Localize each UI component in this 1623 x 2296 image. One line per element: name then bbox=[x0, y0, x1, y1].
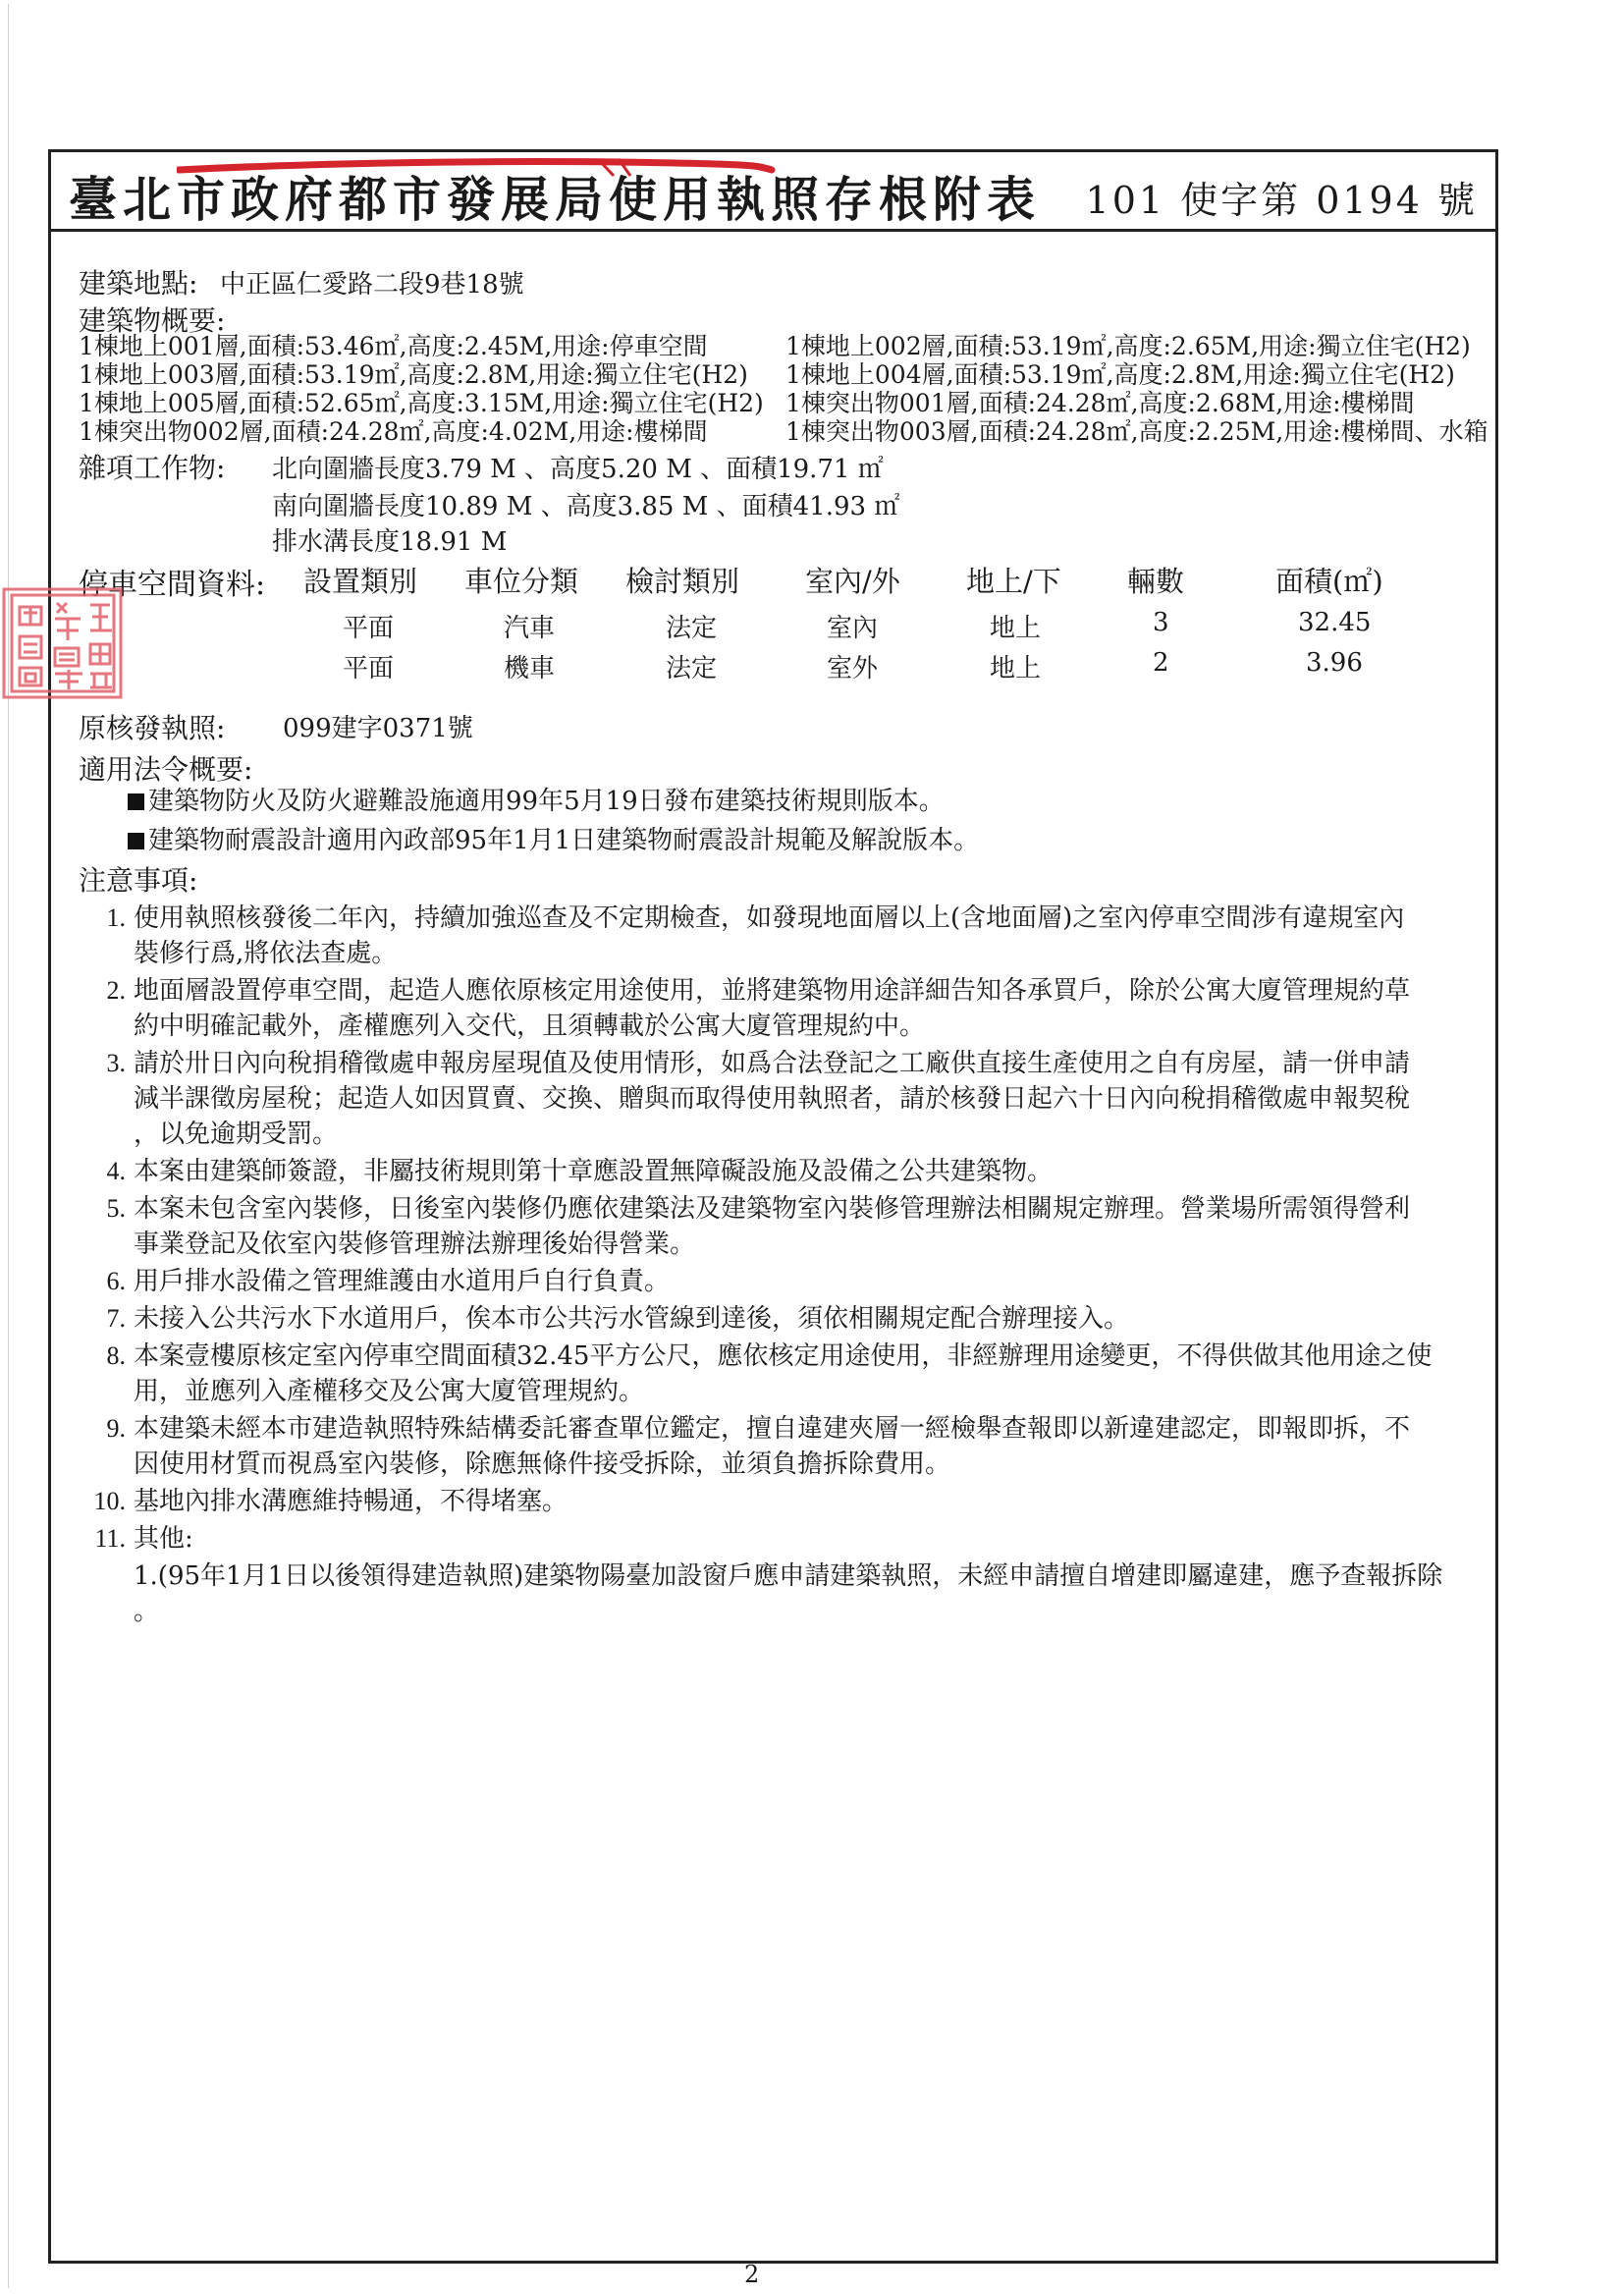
parking-cell: 地上 bbox=[990, 654, 1042, 683]
parking-header-cell: 車位分類 bbox=[464, 565, 579, 598]
note-text: 本案未包含室內裝修，日後室內裝修仍應依建築法及建築物室內裝修管理辦法相關規定辦理。營業場所需領得營利 事業登記及依室內裝修管理辦法辦理後始得營業。 bbox=[134, 1194, 1411, 1259]
note-item bbox=[79, 1154, 1492, 1189]
note-number: 4. bbox=[106, 1157, 126, 1185]
note-sub-item: 1.(95年1月1日以後領得建造執照)建築物陽臺加設窗戶應申請建築執照，未經申請擅自增建即屬違建，應予查報拆除 。 bbox=[134, 1561, 1443, 1626]
note-item bbox=[79, 1264, 1492, 1299]
regulations-label: 適用法令概要: bbox=[79, 753, 253, 786]
parking-cell: 法定 bbox=[666, 654, 718, 683]
parking-cell: 3.96 bbox=[1306, 648, 1363, 678]
note-text: 地面層設置停車空間，起造人應依原核定用途使用，並將建築物用途詳細告知各承買戶，除於公寓大廈管理規約草 約中明確記載外，產權應列入交代，且須轉載於公寓大廈管理規約中。 bbox=[134, 976, 1411, 1041]
misc-works-line: 北向圍牆長度3.79 M 、高度5.20 M 、面積19.71 ㎡ bbox=[272, 455, 884, 484]
overview-cell: 1棟地上003層,面積:53.19㎡,高度:2.8M,用途:獨立住宅(H2) bbox=[79, 360, 748, 389]
overview-cell: 1棟突出物001層,面積:24.28㎡,高度:2.68M,用途:樓梯間 bbox=[785, 389, 1415, 417]
original-permit-value: 099建字0371號 bbox=[283, 714, 473, 743]
parking-header-cell: 設置類別 bbox=[303, 565, 418, 598]
parking-cell: 機車 bbox=[504, 654, 556, 683]
parking-cell: 汽車 bbox=[504, 614, 556, 643]
note-number: 8. bbox=[106, 1341, 126, 1370]
parking-cell: 室內 bbox=[827, 614, 879, 643]
location-label: 建築地點: bbox=[79, 267, 198, 300]
note-text: 用戶排水設備之管理維護由水道用戶自行負責。 bbox=[134, 1267, 671, 1296]
overview-cell: 1棟突出物002層,面積:24.28㎡,高度:4.02M,用途:樓梯間 bbox=[79, 417, 708, 446]
note-item bbox=[79, 1191, 1492, 1262]
parking-cell: 平面 bbox=[343, 654, 395, 683]
parking-label: 停車空間資料: bbox=[79, 568, 266, 602]
note-number: 11. bbox=[94, 1524, 126, 1553]
note-item bbox=[79, 901, 1492, 971]
location-value: 中正區仁愛路二段9巷18號 bbox=[220, 270, 524, 300]
overview-cell: 1棟地上004層,面積:53.19㎡,高度:2.8M,用途:獨立住宅(H2) bbox=[785, 360, 1455, 389]
parking-cell: 32.45 bbox=[1298, 608, 1372, 637]
overview-cell: 1棟地上002層,面積:53.19㎡,高度:2.65M,用途:獨立住宅(H2) bbox=[785, 332, 1471, 360]
note-number: 2. bbox=[106, 976, 126, 1005]
note-text: 未接入公共污水下水道用戶，俟本市公共污水管線到達後，須依相關規定配合辦理接入。 bbox=[134, 1304, 1130, 1334]
note-number: 6. bbox=[106, 1267, 126, 1295]
note-number: 3. bbox=[106, 1049, 126, 1077]
note-item bbox=[79, 1521, 1492, 1557]
parking-header-cell: 輛數 bbox=[1127, 565, 1185, 598]
square-bullet-icon bbox=[128, 793, 144, 810]
regulation-text: 建築物防火及防火避難設施適用99年5月19日發布建築技術規則版本。 bbox=[148, 787, 945, 816]
note-number: 1. bbox=[106, 903, 126, 932]
note-item bbox=[79, 973, 1492, 1044]
regulation-item bbox=[128, 781, 945, 817]
note-text: 請於卅日內向稅捐稽徵處申報房屋現值及使用情形，如爲合法登記之工廠供直接生產使用之自有房屋，請一併申請 減半課徵房屋稅；起造人如因買賣、交換、贈與而取得使用執照者，請於核發日起六十日內向稅捐稽徵處申報契稅 ，以免逾期受罰。 bbox=[134, 1049, 1411, 1149]
parking-cell: 3 bbox=[1153, 608, 1169, 637]
overview-cell: 1棟地上005層,面積:52.65㎡,高度:3.15M,用途:獨立住宅(H2) bbox=[79, 389, 764, 417]
notes-label: 注意事項: bbox=[79, 864, 198, 897]
parking-cell: 法定 bbox=[666, 614, 718, 643]
overview-label: 建築物概要: bbox=[79, 304, 226, 337]
note-text: 使用執照核發後二年內，持續加強巡查及不定期檢查，如發現地面層以上(含地面層)之室內停車空間涉有違規室內 裝修行爲,將依法查處。 bbox=[134, 903, 1405, 968]
title-bar bbox=[51, 152, 1495, 232]
page-number: 2 bbox=[744, 2261, 760, 2288]
document-frame bbox=[48, 149, 1498, 2264]
parking-header-cell: 室內/外 bbox=[805, 565, 900, 598]
regulation-text: 建築物耐震設計適用內政部95年1月1日建築物耐震設計規範及解說版本。 bbox=[148, 826, 980, 855]
overview-row bbox=[79, 389, 1492, 417]
misc-works-line: 南向圍牆長度10.89 M 、高度3.85 M 、面積41.93 ㎡ bbox=[272, 492, 900, 521]
overview-cell: 1棟突出物003層,面積:24.28㎡,高度:2.25M,用途:樓梯間、水箱 bbox=[785, 417, 1488, 446]
regulation-item bbox=[128, 820, 979, 856]
parking-header-cell: 地上/下 bbox=[966, 565, 1061, 598]
parking-cell: 地上 bbox=[990, 614, 1042, 643]
note-item bbox=[79, 1301, 1492, 1337]
overview-grid bbox=[79, 332, 1492, 446]
parking-cell: 2 bbox=[1153, 648, 1169, 678]
overview-row bbox=[79, 417, 1492, 446]
parking-cell: 室外 bbox=[827, 654, 879, 683]
official-seal-stamp bbox=[0, 585, 125, 701]
note-item bbox=[79, 1046, 1492, 1152]
note-text: 其他: bbox=[134, 1524, 193, 1554]
note-item bbox=[79, 1411, 1492, 1482]
note-text: 本建築未經本市建造執照特殊結構委託審查單位鑑定，擅自違建夾層一經檢舉查報即以新違建認定，即報即拆，不 因使用材質而視爲室內裝修，除應無條件接受拆除，並須負擔拆除費用。 bbox=[134, 1414, 1411, 1479]
note-item bbox=[79, 1339, 1492, 1409]
parking-cell: 平面 bbox=[343, 614, 395, 643]
note-text: 本案壹樓原核定室內停車空間面積32.45平方公尺，應依核定用途使用，非經辦理用途變更，不得供做其他用途之使 用，並應列入產權移交及公寓大廈管理規約。 bbox=[134, 1341, 1433, 1406]
note-number: 7. bbox=[106, 1304, 126, 1333]
note-number: 9. bbox=[106, 1414, 126, 1443]
permit-number: 101 使字第 0194 號 bbox=[1085, 179, 1478, 222]
notes-list bbox=[79, 901, 1492, 1629]
original-permit-label: 原核發執照: bbox=[79, 712, 226, 744]
note-text: 本案由建築師簽證，非屬技術規則第十章應設置無障礙設施及設備之公共建築物。 bbox=[134, 1157, 1054, 1186]
misc-works-line: 排水溝長度18.91 M bbox=[272, 527, 508, 557]
square-bullet-icon bbox=[128, 833, 144, 849]
note-text: 基地內排水溝應維持暢通，不得堵塞。 bbox=[134, 1487, 568, 1516]
parking-header-cell: 面積(㎡) bbox=[1275, 565, 1383, 598]
parking-header-cell: 檢討類別 bbox=[625, 565, 740, 598]
note-number: 5. bbox=[106, 1194, 126, 1223]
misc-works-label: 雜項工作物: bbox=[79, 452, 226, 484]
overview-row bbox=[79, 332, 1492, 360]
note-item bbox=[79, 1484, 1492, 1519]
overview-cell: 1棟地上001層,面積:53.46㎡,高度:2.45M,用途:停車空間 bbox=[79, 332, 708, 360]
note-number: 10. bbox=[93, 1487, 126, 1515]
document-title: 臺北市政府都市發展局使用執照存根附表 bbox=[69, 171, 1042, 228]
overview-row bbox=[79, 360, 1492, 389]
